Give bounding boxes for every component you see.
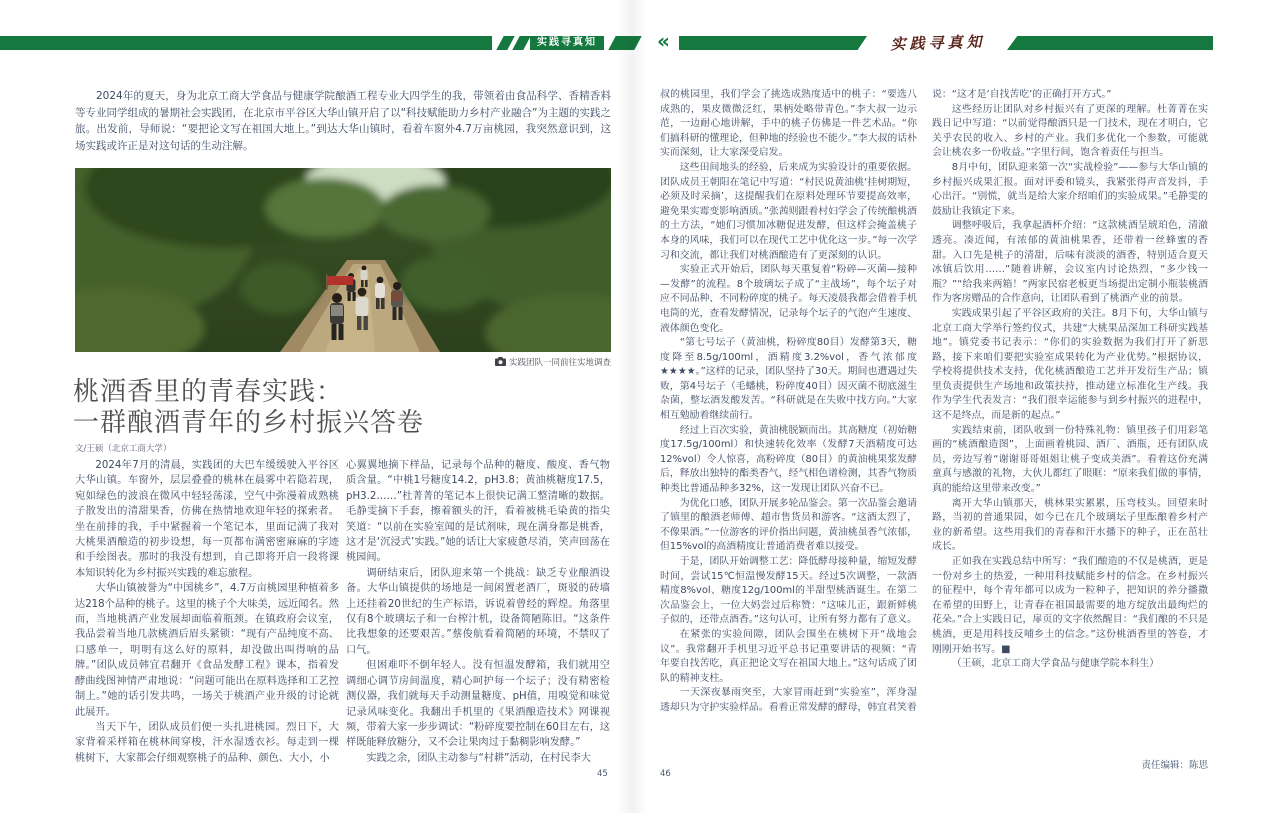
body-paragraph: 调研结束后，团队迎来第一个挑战：缺乏专业酿酒设备。大华山镇提供的场地是一间闲置老酒厂，斑驳的砖墙上还挂着20世纪的生产标语，诉说着曾经的辉煌。角落里仅有8个玻璃坛子和一台榨汁机，设备简陋陈旧。“这条件比我想象的还要艰苦。”蔡俊航看着简陋的环境，不禁叹了口气。 [346, 567, 610, 656]
body-paragraph: 在紧张的实验间隙，团队会围坐在桃树下开“战地会议”。我常翻开手机里习近平总书记重要讲话的视频：“青年要自找苦吃，真正把论文写在祖国大地上。”这句话成了团队的精神支柱。 [660, 628, 917, 684]
body-paragraph: 实验正式开始后，团队每天重复着“粉碎—灭菌—接种—发酵”的流程。8个玻璃坛子成了“主战场”，每个坛子对应不同品种、不同粉碎度的桃子。每天凌晨我都会借着手机电筒的光，查看发酵情况，记录每个坛子的气泡产生速度、液体颜色变化。 [660, 264, 917, 334]
body-paragraph: 这些田间地头的经验，后来成为实验设计的重要依据。团队成员王朝阳在笔记中写道：“村民说黄油桃‘挂树期短，必须及时采摘’，这提醒我们在原料处理环节要提高效率，避免果实霉变影响酒质。”张茜则跟着村妇学会了传统酿桃酒的土方法，“她们习惯加冰糖促进发酵，但这样会掩盖桃子本身的风味，我们可以在现代工艺中优化这一步。”每一次学习和交流，都让我们对桃酒酿造有了更深刻的认识。 [660, 161, 917, 261]
body-paragraph: 为优化口感，团队开展多轮品鉴会。第一次品鉴会邀请了镇里的酿酒老师傅、超市售货员和游客。“这酒太烈了，不像果酒。”一位游客的评价指出问题，黄油桃虽香气浓郁，但15%vol的高酒精度让普通消费者难以接受。 [660, 497, 917, 553]
slash-icon [512, 36, 530, 50]
body-paragraph: 当天下午，团队成员们便一头扎进桃园。烈日下，大家背着采样箱在桃林间穿梭，汗水湿透衣衫。每走到一棵桃树下，大家都会仔细观察桃子的品种、颜色、大小，小 [75, 721, 339, 764]
body-paragraph: 大华山镇被誉为“中国桃乡”，4.7万亩桃园里种植着多达218个品种的桃子。这里的桃子个大味美，远近闻名。然而，当地桃酒产业发展却面临着瓶颈。在镇政府会议室，我品尝着当地几款桃酒后眉头紧锁：“现有产品纯度不高、口感单一，明明有这么好的原料，却没做出叫得响的品牌。”团队成员韩宜君翻开《食品发酵工程》课本，指着发酵曲线图神情严肃地说：“问题可能出在原料选择和工艺控制上。”她的话引发共鸣，一场关于桃酒产业升级的讨论就此展开。 [75, 583, 339, 718]
text-column-right-1 [660, 88, 917, 793]
body-paragraph: 这些经历让团队对乡村振兴有了更深的理解。杜菁菁在实践日记中写道：“以前觉得酿酒只是一门技术，现在才明白，它关乎农民的收入、乡村的产业。我们多优化一个参数，可能就会让桃农多一份收益。”字里行间，饱含着责任与担当。 [932, 103, 1208, 159]
double-chevron-icon: « [657, 29, 670, 53]
page-fold [616, 0, 648, 813]
article-title-line2: 一群酿酒青年的乡村振兴答卷 [73, 408, 425, 438]
photo-illustration [75, 168, 611, 352]
body-paragraph: 说：“这才是‘自找苦吃’的正确打开方式。” [932, 89, 1112, 100]
body-paragraph: 实践结束前，团队收到一份特殊礼物：镇里孩子们用彩笔画的“桃酒酿造图”，上面画着桃园、酒厂、酒瓶，还有团队成员，旁边写着“谢谢哥哥姐姐让桃子变成美酒”。看着这份充满童真与感激的礼物，大伙儿都红了眼眶：“原来我们做的事情，真的能给这里带来改变。” [932, 424, 1208, 495]
section-header-right [655, 29, 1213, 54]
photo-caption-text: 实践团队一同前往实地调查 [508, 358, 611, 368]
body-paragraph: 但困难吓不倒年轻人。没有恒温发酵箱，我们就用空调细心调节房间温度，精心呵护每一个坛子；没有精密检测仪器，我们就每天手动测量糖度、pH值，用嗅觉和味觉记录风味变化。我翻出手机里的《果酒酿造技术》网课视频，带着大家一步步调试：“粉碎度要控制在60目左右，这样既能释放糖分，又不会让果肉过于黏稠影响发酵。” [346, 660, 610, 749]
text-column-left-1 [75, 458, 339, 792]
body-paragraph: 8月中旬，团队迎来第一次“实战检验”——参与大华山镇的乡村振兴成果汇报。面对评委和镜头，我紧张得声音发抖，手心出汗。“别慌，就当是给大家介绍咱们的实验成果。”毛静雯的鼓励让我镇定下来。 [932, 161, 1208, 217]
body-paragraph: “第七号坛子（黄油桃，粉碎度80目）发酵第3天，糖度降至8.5g/100ml，酒精度3.2%vol，香气浓郁度★★★★。”这样的记录，团队坚持了30天。期间也遭遇过失败，第4号坛子（毛蟠桃，粉碎度40目）因灭菌不彻底滋生杂菌，整坛酒发酸发苦。“科研就是在失败中找方向。”大家相互勉励着继续前行。 [660, 337, 917, 422]
body-paragraph: 心翼翼地摘下样品，记录每个品种的糖度、酸度、香气物质含量。“中桃1号糖度14.2，pH3.8；黄油桃糖度17.5，pH3.2……”杜菁菁的笔记本上很快记满工整清晰的数据。毛静雯摘下手套，擦着额头的汗，看着被桃毛染黄的指尖笑道：“以前在实验室闻的是试剂味，现在满身都是桃香，这才是‘沉浸式’实践。”她的话让大家疲惫尽消，笑声回荡在桃园间。 [346, 460, 610, 564]
article-photo [75, 168, 611, 352]
article-title [73, 377, 613, 439]
section-header-left [0, 36, 632, 50]
author-attribution: （王硕，北京工商大学食品与健康学院本科生） [951, 658, 1160, 670]
body-paragraph-with-end-mark: 正如我在实践总结中所写：“我们酿造的不仅是桃酒，更是一份对乡土的热爱，一种用科技赋能乡村的信念。在乡村振兴的征程中，每个青年都可以成为一粒种子，把知识的养分播撒在希望的田野上，让青春在祖国最需要的地方绽放出最绚烂的花朵。”合上实践日记，扉页的文字依然醒目：“我们酿的不只是桃酒，更是用科技反哺乡土的信念。”这份桃酒香里的答卷，才刚刚开始书写。■ [932, 556, 1208, 655]
header-bar [0, 36, 492, 50]
text-column-left-2 [346, 458, 610, 792]
byline: 文/王硕（北京工商大学） [75, 444, 172, 454]
body-paragraph: 实践成果引起了平谷区政府的关注。8月下旬，大华山镇与北京工商大学举行签约仪式，共建“大桃果品深加工科研实践基地”。镇党委书记表示：“你们的实验数据为我们打开了新思路，接下来咱们要把实验室成果转化为产业优势。”根据协议，学校将提供技术支持，优化桃酒酿造工艺并开发衍生产品；镇里负责提供生产场地和政策扶持，推动建立标准化生产线。我作为学生代表发言：“我们很幸运能参与到乡村振兴的进程中，这不是终点，而是新的起点。” [932, 307, 1208, 422]
body-paragraph: 实践之余，团队主动参与“村耕”活动，在村民李大 [366, 752, 591, 764]
body-paragraph: 于是，团队开始调整工艺：降低酵母接种量，缩短发酵时间，尝试15℃恒温慢发酵15天。经过5次调整，一款酒精度8%vol、糖度12g/100ml的半甜型桃酒诞生。在第二次品鉴会上，一位大妈尝过后称赞：“这味儿正，跟新鲜桃子似的，还带点酒香。”这句认可，让所有努力都有了意义。 [660, 556, 917, 626]
body-paragraph: 叔的桃园里，我们学会了挑选成熟度适中的桃子：“要选八成熟的，果皮微微泛红，果柄处略带青色。”李大叔一边示范，一边耐心地讲解，手中的桃子仿佛是一件艺术品。“你们搞科研的懂理论，但种地的经验也不能少。”李大叔的话朴实而深刻，让大家深受启发。 [660, 89, 917, 159]
section-title: 实践寻真知 [530, 36, 604, 50]
header-bar [1007, 36, 1213, 50]
camera-icon [495, 357, 506, 366]
body-paragraph: 2024年7月的清晨，实践团的大巴车缓缓驶入平谷区大华山镇。车窗外，层层叠叠的桃林在晨雾中若隐若现，宛如绿色的波浪在微风中轻轻荡漾，空气中弥漫着成熟桃子散发出的清甜果香，仿佛在热情地欢迎年轻的探索者。坐在前排的我，手中紧握着一个笔记本，里面记满了我对大桃果酒酿造的初步设想，每一页都布满密密麻麻的字迹和手绘图表。那时的我没有想到，自己即将开启一段将课本知识转化为乡村振兴实践的难忘旅程。 [75, 460, 339, 579]
page-number-45: 45 [597, 769, 608, 779]
article-title-line1: 桃酒香里的青春实践： [73, 377, 344, 407]
section-title-calligraphy: 实践寻真知 [890, 32, 986, 54]
header-bar [679, 36, 867, 50]
photo-caption [75, 356, 611, 368]
intro-paragraph: 2024年的夏天，身为北京工商大学食品与健康学院酿酒工程专业大四学生的我，带领着由食品科学、香精香料等专业同学组成的暑期社会实践团，在北京市平谷区大华山镇开启了以“科技赋能助力乡村产业融合”为主题的实践之旅。出发前，导师说：“要把论文写在祖国大地上。”到达大华山镇时，看着车窗外4.7万亩桃园，我突然意识到，这场实践或许正是对这句话的生动注解。 [75, 90, 611, 152]
page-number-46: 46 [660, 769, 671, 779]
body-paragraph: 一天深夜暴雨突至，大家冒雨赶到“实验室”，浑身湿透却只为守护实验样品。看着正常发酵的酵母，韩宜君笑着 [660, 687, 917, 713]
text-column-right-2 [932, 88, 1208, 793]
body-paragraph: 调整呼吸后，我拿起酒杯介绍：“这款桃酒呈琥珀色，清澈透亮。凑近闻，有浓郁的黄油桃果香，还带着一丝蜂蜜的香甜。入口先是桃子的清甜，后味有淡淡的酒香，特别适合夏天冰镇后饮用……”随着讲解，会议室内讨论热烈，“多少钱一瓶？”“给我来两箱！”两家民宿老板更当场提出定制小瓶装桃酒作为客房赠品的合作意向，让团队看到了桃酒产业的前景。 [932, 220, 1208, 305]
editor-credit: 责任编辑：陈思 [1141, 760, 1208, 771]
body-paragraph: 离开大华山镇那天，桃林果实累累，压弯枝头。回望来时路，当初的普通果园，如今已在几个玻璃坛子里酝酿着乡村产业的新希望。这些用我们的青春和汗水播下的种子，正在茁壮成长。 [932, 497, 1208, 553]
body-paragraph: 经过上百次实验，黄油桃脱颖而出。其高糖度（初始糖度17.5g/100ml）和快速转化效率（发酵7天酒精度可达12%vol）令人惊喜，高粉碎度（80目）的黄油桃果浆发酵后，释放出独特的酯类香气，经气相色谱检测，其香气物质种类比普通品种多32%，这一发现让团队兴奋不已。 [660, 424, 917, 495]
